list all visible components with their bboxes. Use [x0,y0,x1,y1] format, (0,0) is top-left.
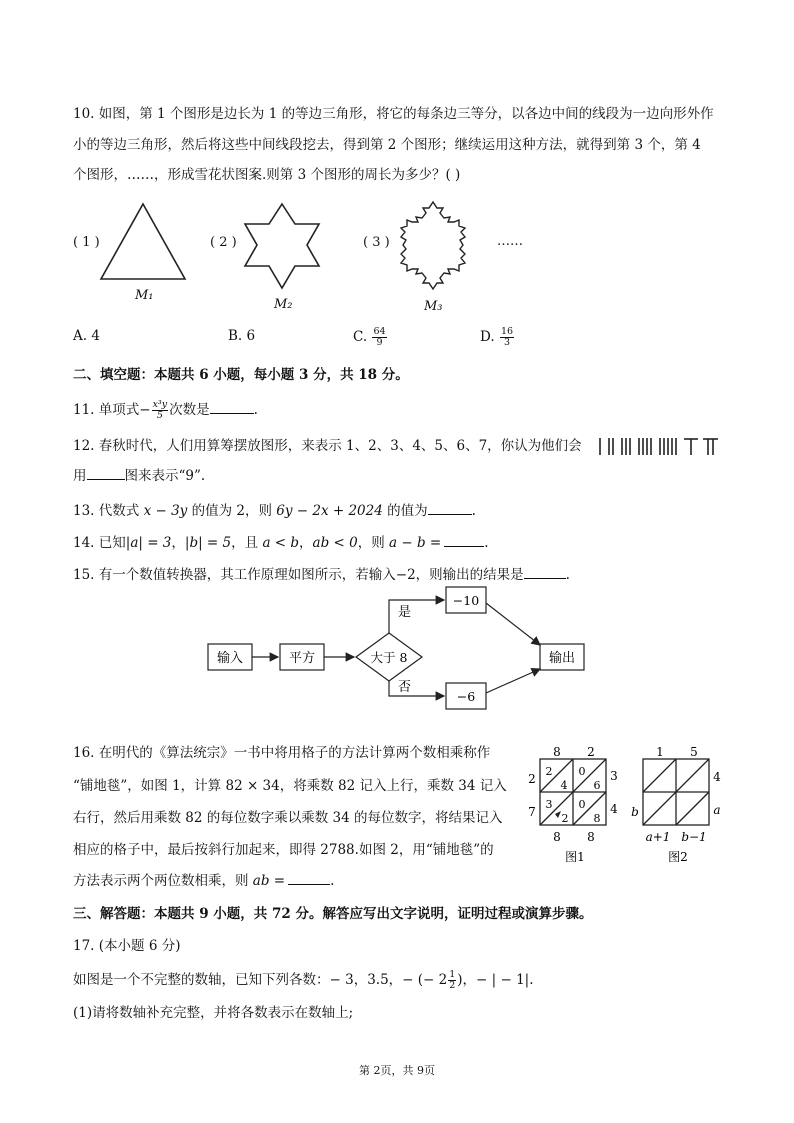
q10-line2: 小的等边三角形，然后将这些中间线段挖去，得到第 2 个图形；继续运用这种方法，就得到第 3 个，第 4 [73,137,701,153]
q11: 11. 单项式− $\frac{\text{x³y}}{5}$ 次数是 . [73,399,258,421]
fig2-caption: 图2 [668,850,688,864]
fig1-cell-1: 2 [545,765,553,778]
lattice-figure-1 [525,745,625,870]
q10-line3: 个图形，……，形成雪花状图案.则第 3 个图形的周长为多少？( ) [73,167,461,183]
counting-rods-figure [597,436,721,458]
fig1-left-2: 7 [528,805,536,819]
fig1-cell-5: 3 [545,798,553,811]
ellipsis: …… [497,234,523,249]
q17-part1: (1)请将数轴补充完整，并将各数表示在数轴上; [73,1005,354,1021]
option-d: D. $\frac{16}{3}$ [480,326,514,348]
fig1-label: ( 1 ) [73,235,100,250]
fig2-top-2: 5 [690,745,698,759]
q16-line1: 16. 在明代的《算法统宗》一书中将用格子的方法计算两个数相乘称作 [73,745,491,761]
flow-yes-op: −10 [452,593,480,608]
fig2-bottom-2: b−1 [681,830,707,844]
fig3-name: M₃ [424,299,443,314]
fig2-left: b [631,805,639,819]
snowflake-figure [387,198,479,294]
flowchart [200,585,600,717]
flow-output-label: 输出 [548,651,576,666]
fig1-cell-3: 0 [578,765,586,778]
q17-title: 17. (本小题 6 分) [73,938,181,954]
q16-line3: 右行，然后用乘数 82 的每位数字乘以乘数 34 的每位数字，将结果记入 [73,810,503,826]
flow-no-label: 否 [398,680,412,695]
fig1-cell-7: 0 [578,798,586,811]
page-footer: 第 2页，共 9页 [359,1064,435,1077]
q12-line1: 12. 春秋时代，人们用算筹摆放图形，来表示 1、2、3、4、5、6、7，你认为他们会 [73,438,582,454]
fig1-cell-4: 6 [593,779,601,792]
fig1-cell-2: 4 [560,779,568,792]
fig1-name: M₁ [135,288,154,303]
q16-line4: 相应的格子中，最后按斜行加起来，即得 2788.如图 2，用“铺地毯”的 [73,842,494,858]
fig1-top-1: 8 [553,745,561,759]
flow-decision-label: 大于 8 [370,650,408,665]
fig1-bottom-2: 8 [587,830,595,844]
q16-line2: “铺地毯”，如图 1，计算 82 × 34，将乘数 82 记入上行，乘数 34 记入 [73,778,507,794]
option-a: A. 4 [73,328,100,344]
q10-line1: 10. 如图，第 1 个图形是边长为 1 的等边三角形，将它的每条边三等分，以各边中间的线段为一边向形外作 [73,106,714,122]
fig1-top-2: 2 [587,745,595,759]
fig1-cell-8: 8 [593,812,601,825]
q16-line5: 方法表示两个两位数相乘，则 ab = . [73,873,335,889]
fig1-right-2: 4 [610,802,618,816]
flow-input-label: 输入 [216,651,244,666]
fig2-right-1: 4 [713,770,721,784]
fig2-top-1: 1 [656,745,664,759]
fig1-caption: 图1 [565,850,585,864]
fig3-label: ( 3 ) [363,235,390,250]
q14: 14. 已知|a| = 3，|b| = 5，且 a < b，ab < 0，则 a − b = . [73,535,489,551]
fig1-bottom-1: 8 [553,830,561,844]
flow-no-op: −6 [456,689,476,704]
fig1-arrow-icon [555,811,561,818]
fig2-name: M₂ [274,297,293,312]
option-c: C. $\frac{64}{9}$ [353,326,386,348]
q15: 15. 有一个数值转换器，其工作原理如图所示，若输入−2，则输出的结果是 . [73,567,570,583]
fig2-label: ( 2 ) [210,235,237,250]
option-b: B. 6 [228,328,256,344]
flow-yes-label: 是 [398,605,412,620]
fig1-cell-6: 2 [561,812,569,825]
triangle-figure [97,200,189,284]
fig2-right-2: a [713,803,721,817]
q12-line2: 用 图来表示“9”. [73,468,206,484]
q13: 13. 代数式 x − 3y 的值为 2，则 6y − 2x + 2024 的值为 . [73,503,476,519]
fig1-left-1: 2 [528,772,536,786]
star-figure [234,200,330,292]
flow-square-label: 平方 [288,651,316,666]
section2-heading: 二、填空题：本题共 6 小题，每小题 3 分，共 18 分。 [73,367,409,383]
section3-heading: 三、解答题：本题共 9 小题，共 72 分。解答应写出文字说明，证明过程或演算步骤。 [73,906,593,922]
lattice-figure-2 [628,745,728,870]
q17-text: 如图是一个不完整的数轴，已知下列各数：− 3，3.5，− (− 2 $\frac{1}{2}$ )，− | − 1|. [73,969,534,991]
fig1-right-1: 3 [610,769,618,783]
fig2-bottom-1: a+1 [645,830,671,844]
